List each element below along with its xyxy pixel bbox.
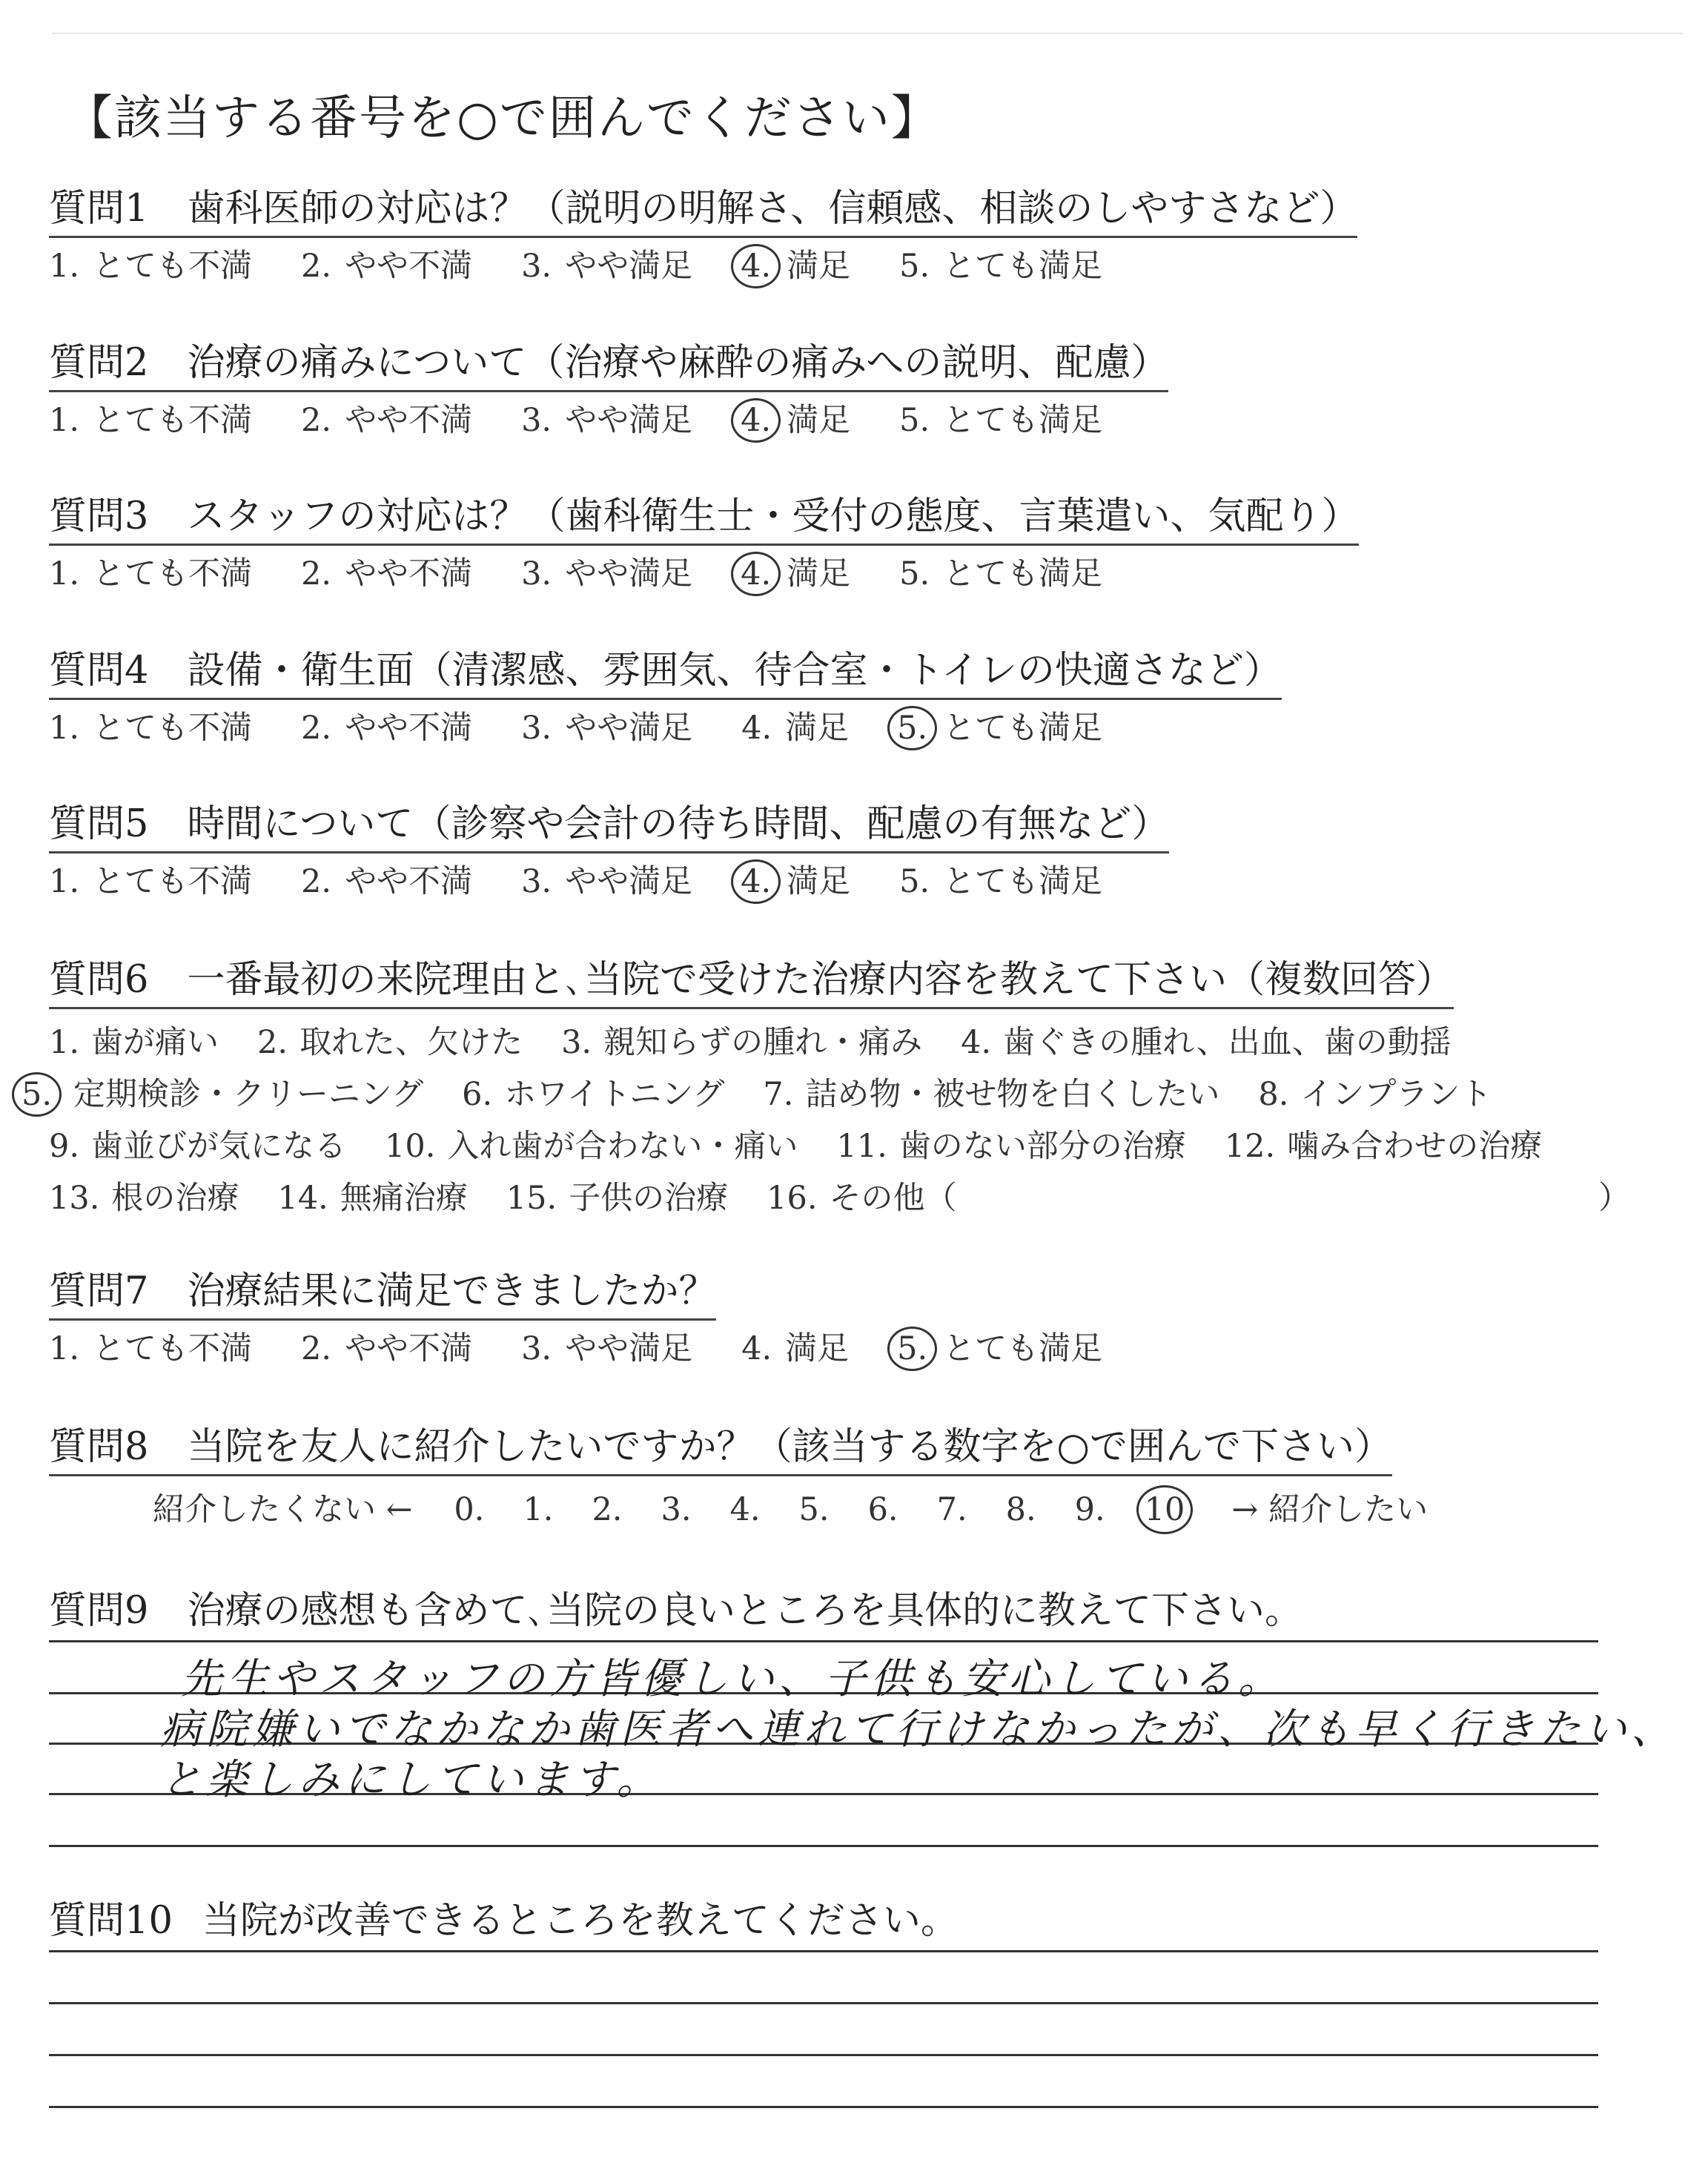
rating-option-2 [301,244,472,288]
option-label: インプラント [1300,1076,1492,1113]
option-number: 2. [301,863,332,900]
answer-line [49,2054,1598,2056]
scale-number: 1. [523,1491,554,1528]
option-number: 10. [385,1128,436,1165]
question-7-options [49,1327,1151,1371]
treatment-option [257,1017,523,1069]
option-number: 3. [521,1330,552,1367]
scale-number: 2. [592,1491,623,1528]
option-number: 14. [277,1180,328,1217]
option-number: 4. [741,710,772,747]
question-number: 質問2 [49,341,149,385]
question-number: 質問5 [49,802,149,846]
question-1 [49,185,1357,288]
option-number: 16. [767,1180,818,1217]
option-label: 満足 [787,402,851,439]
option-label: やや満足 [565,402,693,439]
rating-option-4 [741,1327,849,1371]
treatment-option [506,1172,728,1224]
option-label: 子供の治療 [569,1180,729,1217]
option-number: 2. [301,1330,332,1367]
answer-line [49,1845,1598,1847]
option-label: とても満足 [943,402,1103,439]
rating-option-4 [741,552,850,596]
question-1-options [49,244,1357,288]
option-label: 詰め物・被せ物を白くしたい [805,1076,1220,1113]
rating-option-1 [49,706,252,750]
option-number: 7. [763,1076,794,1113]
option-label: とても不満 [93,555,253,592]
referral-scale [153,1485,1459,1534]
scale-number: 4. [729,1491,761,1528]
option-number: 11. [836,1128,887,1165]
treatment-option [836,1120,1185,1172]
option-label: 入れ歯が合わない・痛い [447,1128,798,1165]
option-label: 満足 [785,1330,850,1367]
option-label: やや不満 [345,555,473,592]
option-number: 13. [49,1180,100,1217]
option-number: 5. [899,402,930,439]
question-3-options [49,552,1359,596]
rating-option-3 [521,552,692,596]
option-number: 3. [521,710,552,747]
rating-option-1 [49,398,252,443]
treatment-option [561,1017,922,1069]
option-label: 無痛治療 [340,1180,468,1217]
treatment-option [763,1069,1219,1120]
scale-number: 7. [936,1491,967,1528]
handwritten-answer-line-2: 病院嫌いでなかなか歯医者へ連れて行けなかったが、次も早く行きたい、 [160,1705,1677,1754]
answer-line [49,1640,1598,1642]
answer-line [49,1950,1598,1952]
option-number: 3. [521,402,552,439]
question-6-row-3 [49,1120,1580,1172]
question-6-options [21,1017,1630,1224]
option-number: 5. [899,555,930,592]
handwritten-answer-line-1: 先生やスタッフの方皆優しい、子供も安心している。 [181,1655,1284,1703]
rating-option-2 [301,1327,472,1371]
question-3 [49,493,1359,596]
rating-option-1 [49,244,252,288]
option-label: とても不満 [93,710,253,747]
rating-option-2 [301,706,472,750]
option-label: とても不満 [93,248,253,285]
scale-left-label: 紹介したくない ← [153,1491,413,1528]
option-number: 15. [506,1180,557,1217]
option-label: やや不満 [345,1330,473,1367]
rating-option-3 [521,859,692,904]
question-6-row-2 [22,1069,1580,1120]
option-number: 4. [741,1330,772,1367]
rating-option-4 [741,706,849,750]
option-number: 12. [1224,1128,1276,1165]
option-number: 4. [961,1024,992,1061]
option-number: 3. [521,863,552,900]
treatment-option [1258,1069,1492,1120]
treatment-option [385,1120,798,1172]
question-5 [49,801,1169,904]
option-label: とても満足 [943,248,1103,285]
question-10-answer-area [49,1943,1598,2150]
rating-option-1 [49,552,252,596]
rating-option-3 [521,1327,692,1371]
option-label: とても不満 [93,863,253,900]
treatment-option [767,1172,956,1224]
question-text: 当院を友人に紹介したいですか？（該当する数字を○で囲んで下さい） [187,1425,1392,1469]
option-label: とても満足 [943,555,1103,592]
question-1-heading [49,185,1357,238]
rating-option-5 [899,552,1102,596]
option-label: やや満足 [565,863,693,900]
option-label: 満足 [787,248,851,285]
rating-option-2 [301,552,472,596]
option-label: 満足 [787,555,851,592]
option-number: 9. [49,1128,80,1165]
question-text: 治療の感想も含めて､当院の良いところを具体的に教えて下さい。 [187,1589,1302,1633]
question-text: 当院が改善できるところを教えてください。 [202,1899,959,1943]
selected-option-number: 4. [731,244,781,288]
rating-option-4 [741,244,850,288]
scale-number: 5. [798,1491,830,1528]
selected-option-number: 4. [731,859,781,904]
question-4-options [49,706,1282,750]
option-label: ホワイトニング [504,1076,725,1113]
treatment-option [961,1017,1452,1069]
option-label: やや不満 [345,248,473,285]
question-text: 治療の痛みについて（治療や麻酔の痛みへの説明、配慮） [187,341,1169,385]
option-label: 歯並びが気になる [91,1128,347,1165]
option-number: 1. [49,248,80,285]
question-text: 時間について（診察や会計の待ち時間、配慮の有無など） [187,802,1170,846]
question-text: 治療結果に満足できましたか？ [187,1269,717,1313]
question-2 [49,340,1168,443]
top-border [52,33,1683,34]
question-number: 質問6 [49,958,149,1002]
option-label: やや満足 [565,555,693,592]
question-6 [21,957,1630,1224]
option-number: 3. [521,555,552,592]
question-text: 設備・衛生面（清潔感、雰囲気、待合室・トイレの快適さなど） [187,649,1282,693]
option-label: 噛み合わせの治療 [1287,1128,1543,1165]
rating-option-5 [898,706,1102,750]
rating-option-5 [899,244,1102,288]
option-number: 2. [301,555,332,592]
question-text: 一番最初の来院理由と､当院で受けた治療内容を教えて下さい（複数回答） [187,958,1454,1002]
question-9-heading [49,1579,1302,1634]
option-number: 3. [561,1024,592,1061]
rating-option-3 [521,398,692,443]
rating-option-5 [899,398,1102,443]
question-3-heading [49,493,1359,546]
question-10-heading [49,1889,959,1944]
rating-option-5 [898,1327,1102,1371]
question-7-heading [49,1268,716,1321]
selected-option-number: 5. [887,1327,937,1371]
treatment-option [49,1120,346,1172]
handwritten-answer-line-3: と楽しみにしています。 [160,1756,663,1804]
question-5-options [49,859,1169,904]
option-number: 1. [49,863,80,900]
option-label: その他（ [829,1180,957,1217]
treatment-option [49,1017,219,1069]
question-6-heading [49,957,1454,1009]
scale-number: 9. [1074,1491,1105,1528]
option-number: 2. [301,402,332,439]
selected-option-number: 5. [12,1072,62,1117]
option-number: 2. [301,248,332,285]
option-label: 満足 [787,863,851,900]
rating-option-3 [521,706,692,750]
answer-line [49,2002,1598,2004]
question-9-answer-area [49,1631,1677,1854]
option-label: やや満足 [565,248,693,285]
option-number: 1. [49,1024,80,1061]
option-number: 1. [49,1330,80,1367]
rating-option-2 [301,859,472,904]
question-number: 質問4 [49,649,149,693]
treatment-option [22,1069,423,1120]
option-number: 5. [899,248,930,285]
option-label: 歯のない部分の治療 [898,1128,1186,1165]
option-number: 1. [49,402,80,439]
rating-option-2 [301,398,472,443]
question-number: 質問8 [49,1425,149,1469]
question-number: 質問7 [49,1269,149,1313]
question-5-heading [49,801,1169,853]
question-8-heading [49,1424,1392,1476]
scale-number: 0. [454,1491,485,1528]
treatment-option [49,1172,239,1224]
question-2-heading [49,340,1168,392]
option-label: 歯が痛い [91,1024,219,1061]
option-label: 根の治療 [111,1180,239,1217]
rating-option-5 [899,859,1102,904]
option-label: とても満足 [943,1330,1103,1367]
option-number: 5. [899,863,930,900]
treatment-option [277,1172,467,1224]
option-number: 2. [301,710,332,747]
option-number: 1. [49,710,80,747]
option-label: 取れた、欠けた [299,1024,523,1061]
option-label: やや満足 [565,710,693,747]
selected-option-number: 5. [887,706,937,750]
selected-option-number: 4. [731,398,781,443]
option-number: 1. [49,555,80,592]
rating-option-1 [49,859,252,904]
question-6-row-1 [49,1017,1580,1069]
option-label: やや不満 [345,863,473,900]
question-4 [49,647,1282,750]
option-label: やや不満 [345,710,473,747]
question-2-options [49,398,1168,443]
option-number: 3. [521,248,552,285]
option-label: 歯ぐきの腫れ、出血、歯の動揺 [1003,1024,1452,1061]
scale-number: 8. [1005,1491,1036,1528]
other-close-paren: ） [1598,1180,1630,1217]
option-label: 親知らずの腫れ・痛み [603,1024,923,1061]
answer-line [49,2106,1598,2108]
page-title: 【該当する番号を○で囲んでください】 [65,91,940,146]
rating-option-4 [741,859,850,904]
rating-option-1 [49,1327,252,1371]
option-label: とても満足 [943,710,1103,747]
scale-right-label: → 紹介したい [1231,1491,1429,1528]
option-label: とても不満 [93,402,253,439]
selected-scale-number: 10 [1136,1485,1194,1534]
option-number: 2. [257,1024,288,1061]
option-label: 定期検診・クリーニング [73,1076,424,1113]
selected-option-number: 4. [731,552,781,596]
option-label: やや不満 [345,402,473,439]
option-label: とても不満 [93,1330,253,1367]
option-label: やや満足 [565,1330,693,1367]
option-label: とても満足 [943,863,1103,900]
question-number: 質問9 [49,1589,149,1633]
question-8 [49,1424,1459,1534]
question-number: 質問1 [49,187,149,231]
rating-option-3 [521,244,692,288]
question-text: 歯科医師の対応は？（説明の明解さ、信頼感、相談のしやすさなど） [187,187,1358,231]
option-label: 満足 [785,710,850,747]
rating-option-4 [741,398,850,443]
scale-number: 6. [867,1491,898,1528]
question-number: 質問3 [49,495,149,538]
treatment-option [1225,1120,1542,1172]
treatment-option [462,1069,724,1120]
question-text: スタッフの対応は？（歯科衛生士・受付の態度、言葉遣い、気配り） [187,495,1360,538]
question-4-heading [49,647,1282,700]
option-number: 6. [462,1076,493,1113]
scale-number: 3. [661,1491,692,1528]
question-7 [49,1268,1151,1371]
question-6-row-4 [49,1172,1630,1224]
option-number: 8. [1258,1076,1289,1113]
question-number: 質問10 [49,1899,173,1943]
